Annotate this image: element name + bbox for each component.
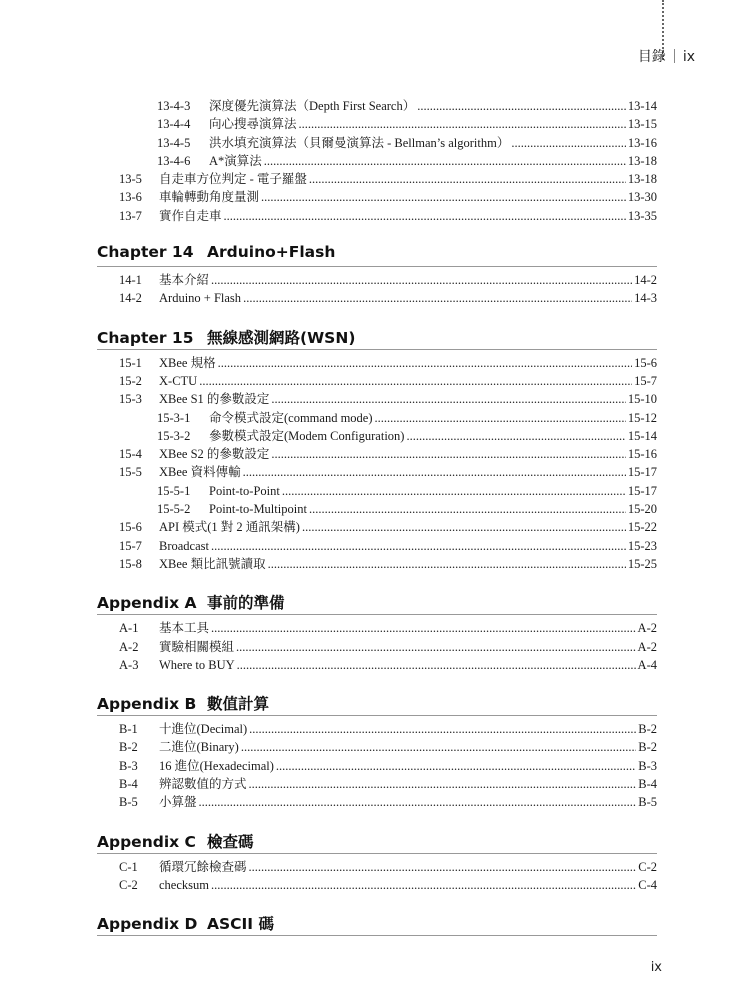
- toc-entry-title: XBee 類比訊號讀取: [159, 556, 266, 571]
- toc-entry: [97, 463, 657, 481]
- toc-entry-title: 深度優先演算法（Depth First Search）: [209, 99, 416, 113]
- toc-entry: [97, 207, 657, 225]
- toc-entry-page: 15-14: [627, 428, 657, 443]
- toc-entry: [97, 188, 657, 206]
- toc-entry-page: C-2: [638, 859, 657, 874]
- toc-entry-title: 自走車方位判定 - 電子羅盤: [159, 172, 307, 187]
- toc-entry-number: B-5: [119, 795, 138, 810]
- toc-entry-number: 15-3-2: [157, 428, 191, 443]
- toc-entry-title: 洪水填充演算法（貝爾曼演算法 - Bellman’s algorithm）: [209, 135, 510, 150]
- toc-entry-number: 15-5-1: [157, 483, 191, 498]
- toc-entry-page: 15-12: [627, 410, 657, 425]
- toc-entry: [97, 170, 657, 188]
- toc-entry-number: 13-5: [119, 172, 142, 187]
- toc-entry: [97, 775, 657, 793]
- toc-entry-title: 基本工具: [159, 621, 210, 636]
- toc-entry: [97, 656, 657, 674]
- dot-leader: [375, 409, 626, 427]
- toc-entry-number: B-1: [119, 722, 138, 737]
- toc-entry: [97, 555, 657, 573]
- toc-entry-title: checksum: [159, 877, 209, 892]
- toc-entry-number: 13-4-6: [157, 153, 191, 168]
- toc-entry: [97, 638, 657, 656]
- toc-entry: [97, 619, 657, 637]
- toc-entry-page: A-2: [637, 639, 657, 654]
- toc-entry: [97, 537, 657, 555]
- toc-entry-number: 13-4-4: [157, 117, 191, 132]
- running-head-page: ix: [682, 49, 695, 65]
- chapter-label: Chapter 14: [97, 243, 194, 262]
- dot-leader: [268, 555, 626, 573]
- toc-entry-page: 13-16: [627, 135, 657, 150]
- toc-entry-title: X-CTU: [159, 373, 198, 388]
- toc-entry-page: 13-18: [627, 172, 657, 187]
- toc-entry-page: B-4: [638, 777, 657, 792]
- toc-entry-page: 14-2: [634, 273, 657, 288]
- toc-entry-page: 15-20: [627, 502, 657, 517]
- toc-entry: [97, 390, 657, 408]
- toc-entry-page: 13-14: [627, 99, 657, 113]
- chapter-label: Chapter 15: [97, 328, 194, 347]
- chapter-heading: [97, 830, 657, 854]
- toc-entry-number: 13-6: [119, 190, 142, 205]
- toc-entry-title: 16 進位(Hexadecimal): [159, 758, 274, 773]
- toc-entry-page: 13-15: [627, 117, 657, 132]
- toc-entry: [97, 500, 657, 518]
- toc-entry-title: 小算盤: [159, 795, 197, 810]
- toc-entry-page: 15-25: [627, 556, 657, 571]
- toc-entry: [97, 354, 657, 372]
- toc-entry-number: 15-3-1: [157, 410, 191, 425]
- toc-entry: [97, 518, 657, 536]
- table-of-contents: [97, 97, 657, 940]
- chapter-label: Appendix B: [97, 695, 197, 714]
- chapter-label: Appendix A: [97, 594, 197, 613]
- chapter-label: Appendix C: [97, 832, 196, 851]
- toc-entry-number: A-1: [119, 621, 139, 636]
- dot-leader: [417, 97, 626, 115]
- toc-entry-page: 14-3: [634, 291, 657, 306]
- dot-leader: [236, 638, 636, 656]
- toc-entry: [97, 738, 657, 756]
- toc-entry-number: C-2: [119, 877, 138, 892]
- dot-leader: [406, 427, 625, 445]
- toc-entry-page: 15-6: [634, 355, 657, 370]
- toc-entry-title: 二進位(Binary): [159, 740, 239, 755]
- toc-entry-number: B-2: [119, 740, 138, 755]
- page-number: ix: [650, 960, 662, 975]
- toc-entry-number: 15-3: [119, 392, 142, 407]
- toc-entry-title: Arduino + Flash: [159, 291, 242, 306]
- toc-entry-title: 基本介紹: [159, 273, 210, 288]
- dot-leader: [302, 518, 626, 536]
- dot-leader: [264, 152, 626, 170]
- dot-leader: [211, 271, 632, 289]
- toc-entry: [97, 97, 657, 115]
- toc-entry-page: A-2: [637, 621, 657, 636]
- toc-entry-page: 15-17: [627, 483, 657, 498]
- chapter-title: Arduino+Flash: [207, 243, 336, 262]
- toc-entry-page: A-4: [637, 657, 657, 672]
- toc-entry-number: 15-5: [119, 465, 142, 480]
- dot-leader: [276, 757, 636, 775]
- toc-entry-title: Broadcast: [159, 538, 209, 553]
- toc-entry-number: 13-4-5: [157, 135, 191, 150]
- dot-leader: [211, 619, 636, 637]
- toc-entry: [97, 134, 657, 152]
- toc-entry: [97, 482, 657, 500]
- toc-entry-number: A-3: [119, 657, 139, 672]
- toc-entry-page: B-3: [638, 758, 657, 773]
- toc-entry-title: Point-to-Multipoint: [209, 502, 307, 517]
- toc-entry-number: C-1: [119, 859, 138, 874]
- toc-entry-page: 13-18: [627, 153, 657, 168]
- toc-entry-page: 15-10: [627, 392, 657, 407]
- dot-leader: [211, 876, 636, 894]
- toc-entry-page: 13-35: [627, 208, 657, 223]
- toc-entry-page: 15-23: [627, 538, 657, 553]
- toc-entry: [97, 445, 657, 463]
- dot-leader: [211, 537, 626, 555]
- toc-entry-title: 辨認數值的方式: [159, 777, 247, 792]
- toc-entry-number: 15-8: [119, 556, 142, 571]
- chapter-heading: [97, 912, 657, 936]
- toc-entry-number: B-4: [119, 777, 138, 792]
- toc-entry-page: C-4: [638, 877, 657, 892]
- running-head: [638, 46, 695, 66]
- toc-entry-page: B-2: [638, 722, 657, 737]
- toc-entry-number: A-2: [119, 639, 139, 654]
- toc-entry-title: A*演算法: [209, 153, 262, 168]
- toc-entry-title: API 模式(1 對 2 通訊架構): [159, 520, 300, 535]
- dot-leader: [249, 775, 637, 793]
- toc-entry: [97, 372, 657, 390]
- toc-entry-title: XBee S1 的參數設定: [159, 392, 270, 407]
- toc-entry: [97, 427, 657, 445]
- toc-entry-title: 實驗相關模組: [159, 639, 235, 654]
- toc-entry: [97, 289, 657, 307]
- toc-entry-number: 15-2: [119, 373, 142, 388]
- toc-entry-page: 15-22: [627, 520, 657, 535]
- chapter-label: Appendix D: [97, 915, 198, 934]
- dot-leader: [511, 134, 625, 152]
- dot-leader: [309, 500, 626, 518]
- dot-leader: [218, 354, 632, 372]
- toc-entry: [97, 793, 657, 811]
- dot-leader: [199, 372, 632, 390]
- dot-leader: [282, 482, 626, 500]
- dot-leader: [241, 738, 636, 756]
- toc-entry-title: Where to BUY: [159, 657, 235, 672]
- toc-entry-number: 14-2: [119, 291, 142, 306]
- toc-entry: [97, 271, 657, 289]
- toc-entry-title: 向心搜尋演算法: [209, 117, 297, 132]
- dot-leader: [249, 720, 636, 738]
- toc-entry-title: 車輪轉動角度量測: [159, 190, 260, 205]
- toc-entry-page: 15-16: [627, 447, 657, 462]
- toc-entry-title: 參數模式設定(Modem Configuration): [209, 428, 405, 443]
- dot-leader: [243, 463, 626, 481]
- dot-leader: [309, 170, 626, 188]
- chapter-heading: [97, 243, 657, 267]
- toc-entry: [97, 409, 657, 427]
- toc-entry-number: 13-4-3: [157, 99, 191, 113]
- toc-entry-page: B-5: [638, 795, 657, 810]
- toc-entry-number: 15-7: [119, 538, 142, 553]
- toc-entry-number: 14-1: [119, 273, 142, 288]
- toc-entry: [97, 152, 657, 170]
- toc-entry-number: 15-4: [119, 447, 142, 462]
- toc-entry: [97, 115, 657, 133]
- chapter-heading: [97, 692, 657, 716]
- toc-entry: [97, 720, 657, 738]
- dot-leader: [237, 656, 636, 674]
- chapter-title: 無線感測網路(WSN): [207, 328, 356, 347]
- toc-entry: [97, 876, 657, 894]
- toc-entry-number: 15-6: [119, 520, 142, 535]
- toc-entry-number: 13-7: [119, 208, 142, 223]
- chapter-title: 事前的準備: [207, 594, 285, 613]
- toc-entry-title: 命令模式設定(command mode): [209, 410, 373, 425]
- chapter-title: 檢查碼: [207, 832, 254, 851]
- toc-entry-title: 實作自走車: [159, 208, 222, 223]
- toc-entry-page: 13-30: [627, 190, 657, 205]
- dot-leader: [299, 115, 626, 133]
- dot-leader: [224, 207, 626, 225]
- toc-entry-page: 15-7: [634, 373, 657, 388]
- chapter-title: 數值計算: [207, 695, 270, 714]
- dot-leader: [249, 858, 637, 876]
- running-head-section: 目錄: [637, 49, 666, 65]
- toc-entry-number: 15-5-2: [157, 502, 191, 517]
- chapter-heading: [97, 591, 657, 615]
- running-head-separator: [674, 49, 675, 63]
- toc-entry-page: 15-17: [627, 465, 657, 480]
- toc-entry-title: XBee 規格: [159, 355, 216, 370]
- toc-entry-number: 15-1: [119, 355, 142, 370]
- dot-leader: [271, 445, 625, 463]
- toc-entry-page: B-2: [638, 740, 657, 755]
- chapter-heading: [97, 326, 657, 350]
- toc-entry-number: B-3: [119, 758, 138, 773]
- toc-entry-title: Point-to-Point: [209, 483, 280, 498]
- toc-entry-title: XBee S2 的參數設定: [159, 447, 270, 462]
- toc-entry-title: 循環冗餘檢查碼: [159, 859, 247, 874]
- toc-entry-title: XBee 資料傳輸: [159, 465, 241, 480]
- toc-entry: [97, 858, 657, 876]
- dot-leader: [199, 793, 637, 811]
- chapter-title: ASCII 碼: [207, 915, 274, 934]
- toc-entry: [97, 757, 657, 775]
- dot-leader: [261, 188, 626, 206]
- toc-entry-title: 十進位(Decimal): [159, 722, 248, 737]
- dot-leader: [271, 390, 625, 408]
- dot-leader: [243, 289, 632, 307]
